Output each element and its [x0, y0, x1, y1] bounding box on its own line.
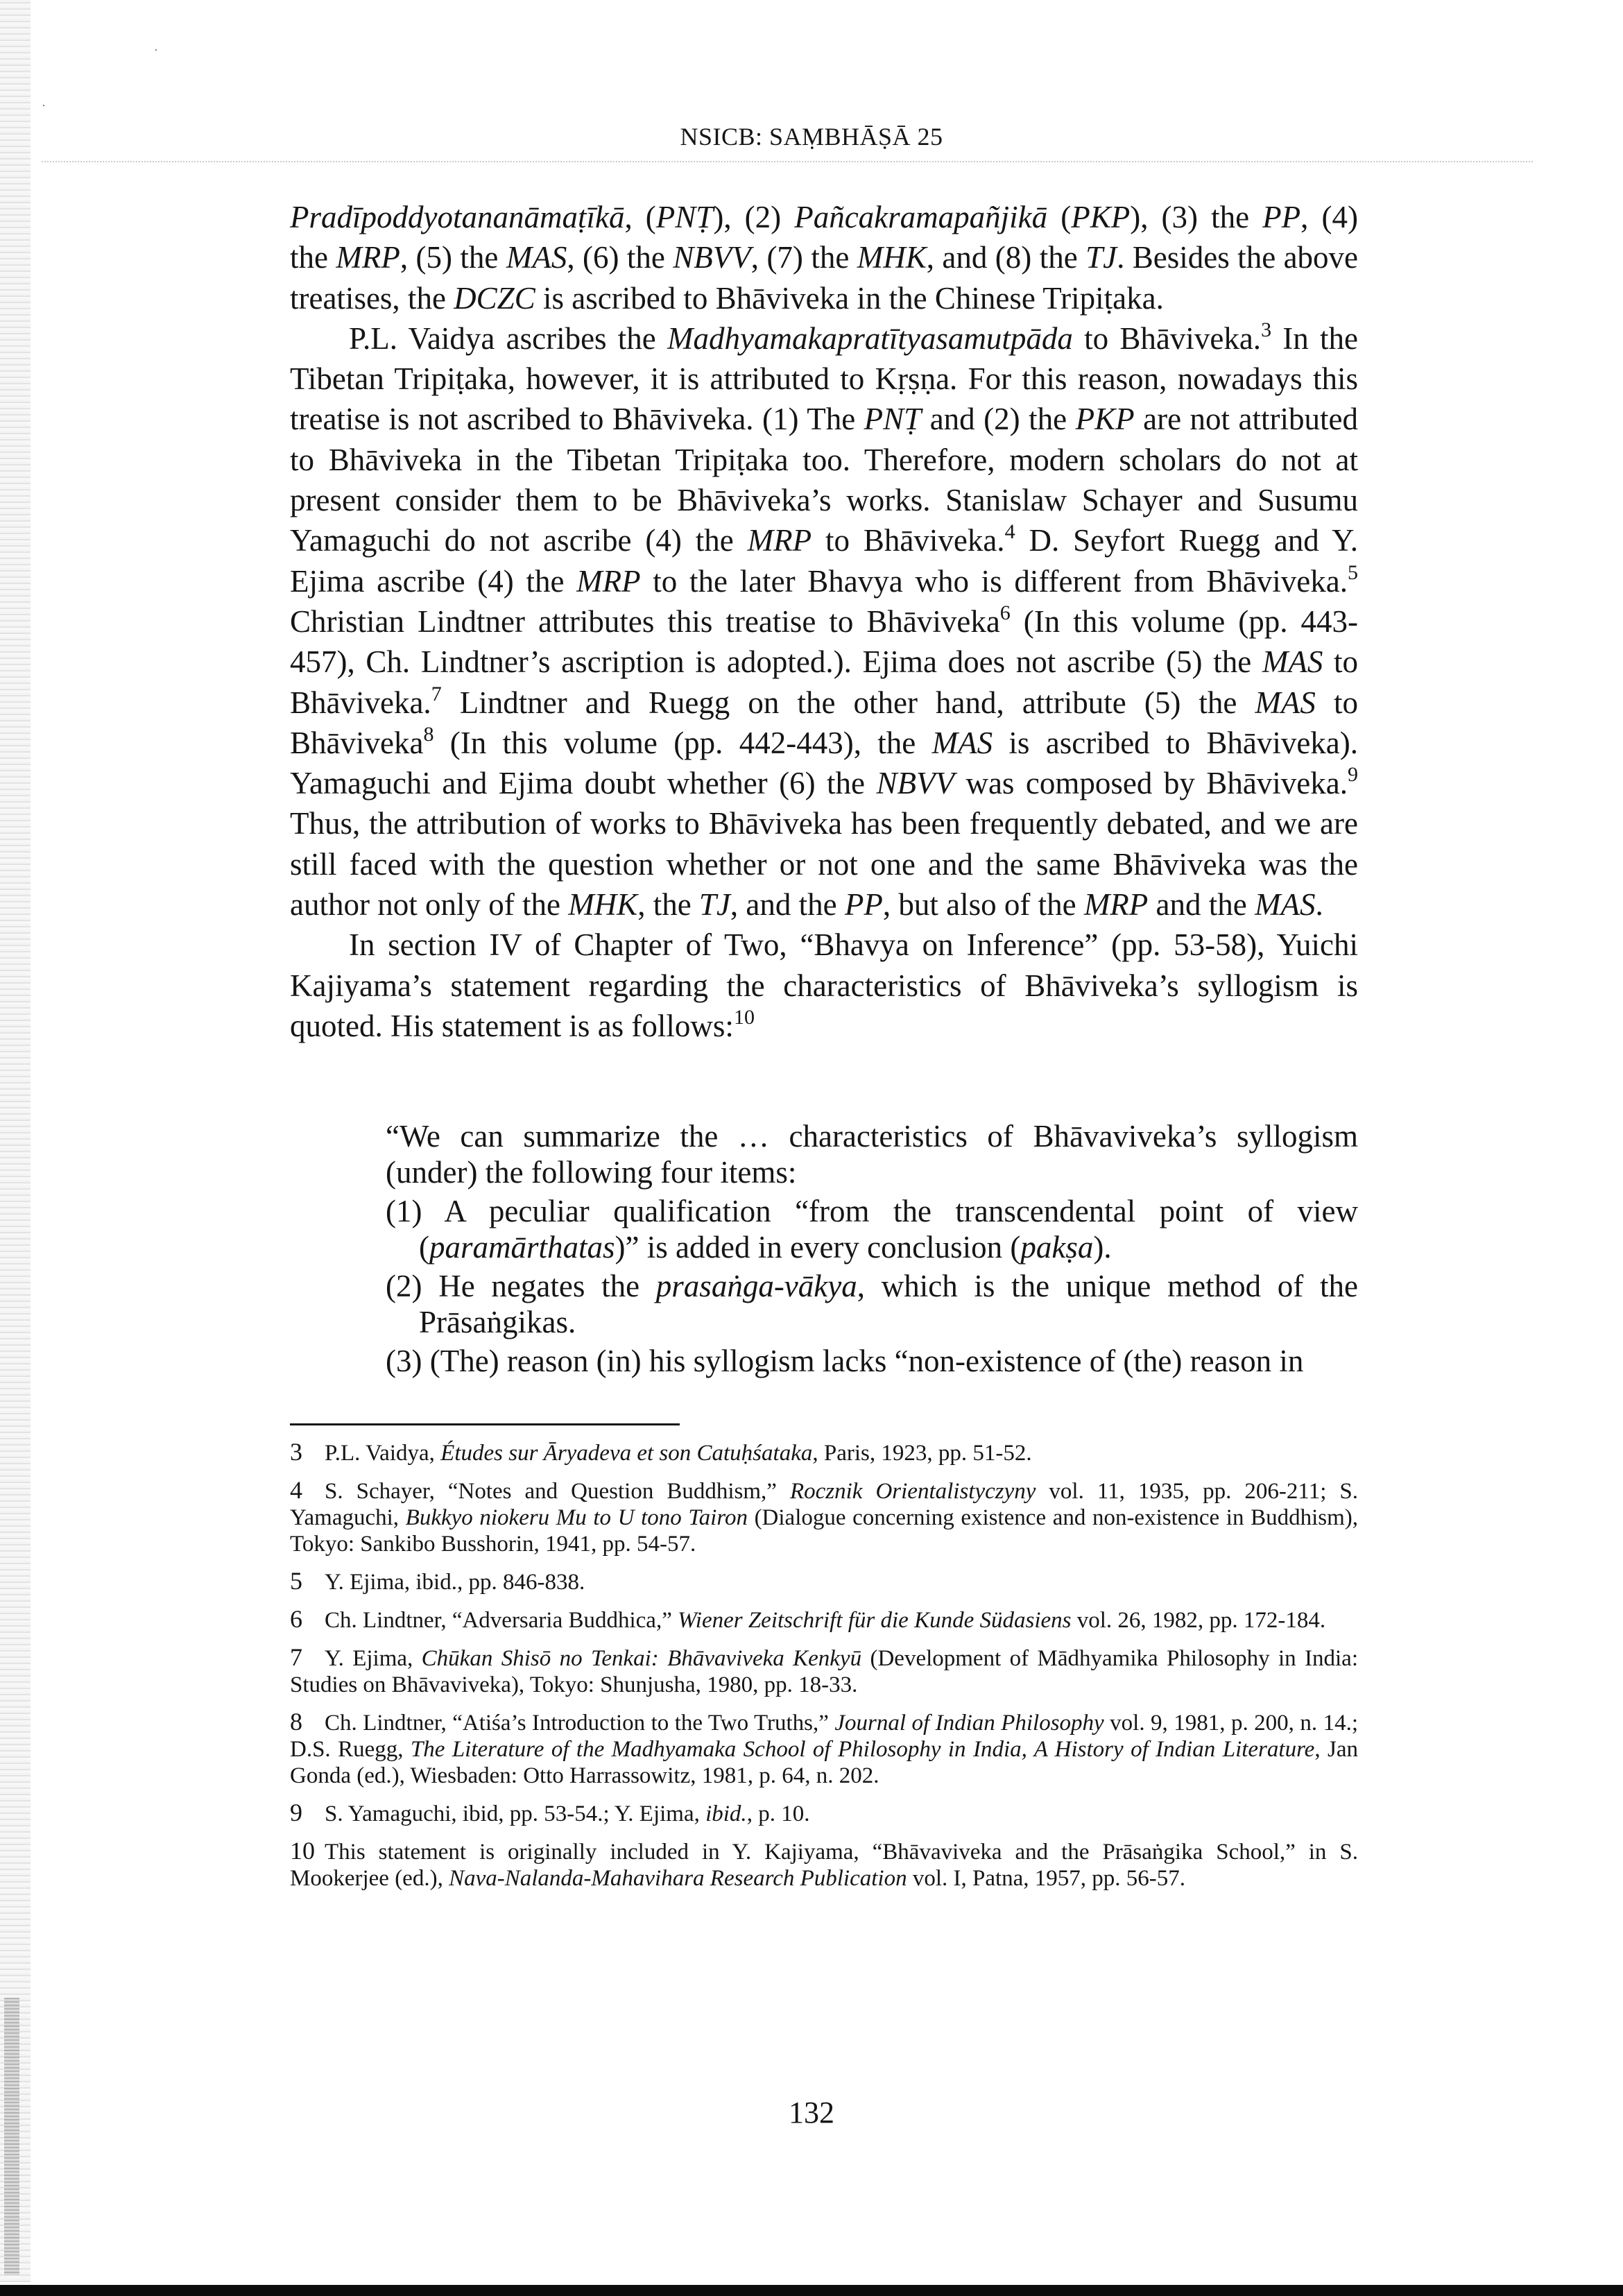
footnote — [290, 1568, 1358, 1595]
page-number: 132 — [789, 2096, 834, 2130]
body-paragraph: In section IV of Chapter of Two, “Bhavya on Inference” (pp. 53-58), Yuichi Kajiyama’s statement regarding the characteristics of Bhāviveka’s syllogism is quoted. His statement is as follows:$^{10}$ — [290, 927, 1358, 1043]
footnote — [290, 1606, 1358, 1634]
footnote-text: Ch. Lindtner, “Atiśa’s Introduction to the Two Truths,” Journal of Indian Philosophy vol. 9, 1981, p. 200, n. 14.; D.S. Ruegg, The Literature of the Madhyamaka School of Philosophy in India, A History of Indian Literature, Jan Gonda (ed.), Wiesbaden: Otto Harrassowitz, 1981, p. 64, n. 202. — [290, 1711, 1359, 1788]
header-rule — [42, 161, 1533, 162]
footnote-text: P.L. Vaidya, Études sur Āryadeva et son Catuḥśataka, Paris, 1923, pp. 51-52. — [325, 1441, 1032, 1466]
footnote-text: This statement is originally included in Y. Kajiyama, “Bhāvaviveka and the Prāsaṅgika School,” in S. Mookerjee (ed.), Nava-Nalanda-Mahavihara Research Publication vol. I, Patna, 1957, pp. 56-57. — [290, 1840, 1358, 1891]
block-quote — [386, 1118, 1358, 1382]
quote-intro: “We can summarize the … characteristics of Bhāvaviveka’s syllogism (under) the following four items: — [386, 1119, 1358, 1190]
scan-edge-bottom — [0, 2285, 1623, 2296]
scan-edge-artifact — [4, 1998, 19, 2275]
scan-edge-left — [0, 0, 31, 2282]
scan-speck: · — [154, 43, 158, 57]
footnote-number: 8 — [290, 1708, 302, 1736]
footnote — [290, 1439, 1358, 1466]
footnote-number: 4 — [290, 1476, 302, 1504]
main-body-text — [290, 197, 1358, 1046]
footnotes — [290, 1439, 1358, 1902]
footnote — [290, 1837, 1358, 1892]
footnote-text: Y. Ejima, Chūkan Shisō no Tenkai: Bhāvaviveka Kenkyū (Development of Mādhyamika Philosophy in India: Studies on Bhāvaviveka), Tokyo: Shunjusha, 1980, pp. 18-33. — [290, 1646, 1358, 1697]
footnote-rule — [290, 1423, 680, 1425]
quote-list-item: (3) (The) reason (in) his syllogism lacks “non-existence of (the) reason in — [386, 1344, 1304, 1378]
footnote-number: 3 — [290, 1438, 302, 1466]
footnote — [290, 1708, 1358, 1789]
quote-list-item: (1) A peculiar qualification “from the transcendental point of view (paramārthatas)” is added in every conclusion (pakṣa). — [386, 1194, 1358, 1265]
footnote-number: 5 — [290, 1567, 302, 1595]
footnote — [290, 1477, 1358, 1557]
footnote-number: 9 — [290, 1799, 302, 1826]
body-paragraph: P.L. Vaidya ascribes the Madhyamakapratītyasamutpāda to Bhāviveka.$^3$ In the Tibetan Tripiṭaka, however, it is attributed to Kṛṣṇa. For this reason, nowadays this treatise is not ascribed to Bhāviveka. (1) The PNṬ and (2) the PKP are not attributed to Bhāviveka in the Tibetan Tripiṭaka too. Therefore, modern scholars do not at present consider them to be Bhāviveka’s works. Stanislaw Schayer and Susumu Yamaguchi do not ascribe (4) the MRP to Bhāviveka.$^4$ D. Seyfort Ruegg and Y. Ejima ascribe (4) the MRP to the later Bhavya who is different from Bhāviveka.$^5$ Christian Lindtner attributes this treatise to Bhāviveka$^6$ (In this volume (pp. 443-457), Ch. Lindtner’s ascription is adopted.). Ejima does not ascribe (5) the MAS to Bhāviveka.$^7$ Lindtner and Ruegg on the other hand, attribute (5) the MAS to Bhāviveka$^8$ (In this volume (pp. 442-443), the MAS is ascribed to Bhāviveka). Yamaguchi and Ejima doubt whether (6) the NBVV was composed by Bhāviveka.$^9$ Thus, the attribution of works to Bhāviveka has been frequently debated, and we are still faced with the question whether or not one and the same Bhāviveka was the author not only of the MHK, the TJ, and the PP, but also of the MRP and the MAS. — [290, 318, 1358, 923]
running-header: NSICB: SAṂBHĀṢĀ 25 — [680, 123, 943, 151]
scan-speck: · — [42, 98, 46, 112]
footnote-text: Ch. Lindtner, “Adversaria Buddhica,” Wiener Zeitschrift für die Kunde Südasiens vol. 26, 1982, pp. 172-184. — [325, 1608, 1326, 1633]
footnote-text: S. Schayer, “Notes and Question Buddhism,” Rocznik Orientalistyczyny vol. 11, 1935, pp. 206-211; S. Yamaguchi, Bukkyo niokeru Mu to U tono Tairon (Dialogue concerning existence and non-existence in Buddhism), Tokyo: Sankibo Busshorin, 1941, pp. 54-57. — [290, 1479, 1359, 1557]
footnote — [290, 1644, 1358, 1698]
footnote-text: S. Yamaguchi, ibid, pp. 53-54.; Y. Ejima, ibid., p. 10. — [325, 1801, 810, 1826]
body-paragraph: Pradīpoddyotananāmaṭīkā, (PNṬ), (2) Pañcakramapañjikā (PKP), (3) the PP, (4) the MRP, (5) the MAS, (6) the NBVV, (7) the MHK, and (8) the TJ. Besides the above treatises, the DCZC is ascribed to Bhāviveka in the Chinese Tripiṭaka. — [290, 200, 1359, 316]
quote-list-item: (2) He negates the prasaṅga-vākya, which is the unique method of the Prāsaṅgikas. — [386, 1269, 1358, 1339]
footnote-text: Y. Ejima, ibid., pp. 846-838. — [325, 1570, 585, 1595]
footnote-number: 10 — [290, 1837, 315, 1865]
footnote-number: 7 — [290, 1643, 302, 1671]
footnote-number: 6 — [290, 1605, 302, 1633]
footnote — [290, 1799, 1358, 1827]
